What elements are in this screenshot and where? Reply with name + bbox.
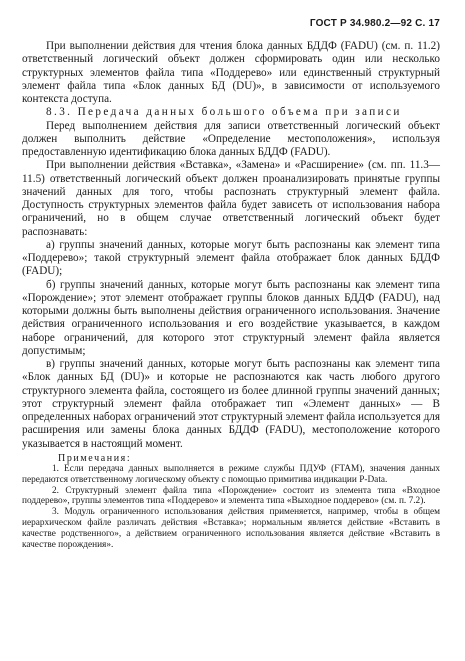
note-2: 2. Структурный элемент файла типа «Порождение» состоит из элемента типа «Входное поддерево», группы элементов типа «Поддерево» и элемента типа «Выходное поддерево» (см. п. 7.2). bbox=[22, 485, 440, 507]
paragraph-insert-replace-extend: При выполнении действия «Вставка», «Замена» и «Расширение» (см. пп. 11.3—11.5) ответственный логический объект должен проанализировать принятые группы значений данных для того, чтобы распознать структурный элемент файла. Доступность структурных элементов файла будет зависеть от использования набора ограничений, но в общем случае ответственный логический объект будет распознавать: bbox=[22, 159, 440, 238]
document-body bbox=[22, 40, 440, 451]
list-item-a: а) группы значений данных, которые могут быть распознаны как элемент типа «Поддерево»; такой структурный элемент файла отображает блок данных БДДФ (FADU); bbox=[22, 238, 440, 278]
notes-section bbox=[22, 453, 440, 551]
section-heading-8-3: 8.3. Передача данных большого объема при записи bbox=[46, 106, 402, 119]
notes-title: Примечания: bbox=[58, 452, 132, 464]
note-1: 1. Если передача данных выполняется в режиме службы ПДУФ (FTAM), значения данных передаются ответственному логическому объекту с помощью примитива индикации P-Data. bbox=[22, 463, 440, 485]
document-page bbox=[22, 18, 440, 654]
note-3: 3. Модуль ограниченного использования действия применяется, например, чтобы в общем иерархическом файле различать действия «Вставка»; нормальным является действие «Вставить в качестве родственного», а действием ограниченного использования является действие «Вставить в качестве порождения». bbox=[22, 507, 440, 551]
paragraph-write-action: Перед выполнением действия для записи ответственный логический объект должен выполнить действие «Определение местоположения», используя предоставленную идентификацию блока данных БДДФ (FADU). bbox=[22, 119, 440, 158]
list-item-c: в) группы значений данных, которые могут быть распознаны как элемент типа «Блок данных БД (DU)» и которые не распознаются как часть любого другого структурного элемента файла, состоящего из более длинной группы значений данных; этот структурный элемент файла отображает тип «Элемент данных» — В определенных наборах ограничений этот структурный элемент файла используется для расширения или замены блока данных БДДФ (FADU), местоположение которого указывается в настоящий момент. bbox=[22, 358, 440, 450]
list-item-b: б) группы значений данных, которые могут быть распознаны как элемент типа «Порождение»; этот элемент отображает группы блоков данных БДДФ (FADU), над которыми должны быть выполнены действия ограниченного использования. Значение действия ограниченного использования и его воздействие указывается, в каждом наборе ограничений, для которого этот структурный элемент файла является допустимым; bbox=[22, 278, 440, 357]
page-header: ГОСТ Р 34.980.2—92 С. 17 bbox=[309, 18, 440, 29]
paragraph-read-action: При выполнении действия для чтения блока данных БДДФ (FADU) (см. п. 11.2) ответственный логический объект должен сформировать один или несколько структурных элементов файла типа «Поддерево» или единственный структурный элемент файла типа «Блок данных БД (DU)», в зависимости от используемого контекста доступа. bbox=[22, 40, 440, 105]
